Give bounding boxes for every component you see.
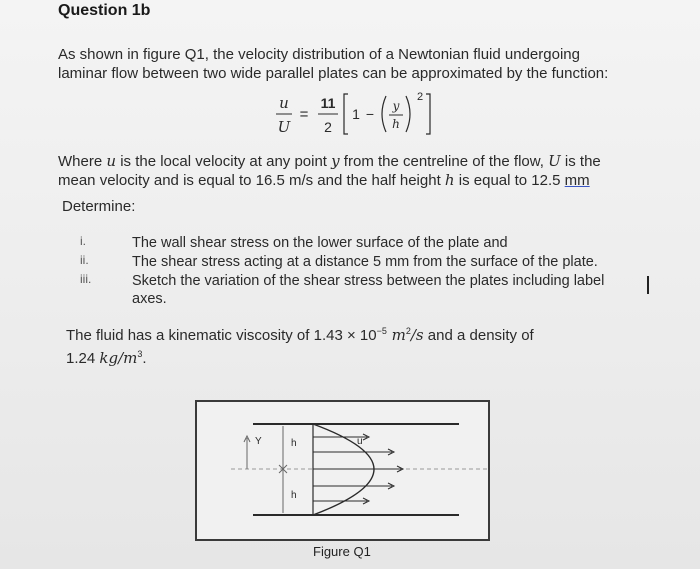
- eq-bracket-left: [344, 94, 348, 134]
- determine-label: Determine:: [62, 198, 136, 215]
- text-cursor: [647, 276, 649, 294]
- eq-power: 2: [416, 91, 424, 103]
- intro-line-2: laminar flow between two wide parallel plates can be approximated by the function:: [58, 65, 609, 82]
- figure-q1-box: [195, 400, 490, 541]
- label-h-bottom: h: [291, 490, 297, 501]
- spellcheck-underlined-unit: mm: [564, 172, 590, 189]
- intro-line-1: As shown in figure Q1, the velocity distribution of a Newtonian fluid undergoing: [58, 46, 580, 63]
- item-number-2: ii.: [80, 253, 89, 267]
- eq-bracket-right: [426, 94, 430, 134]
- fluid-paragraph: [66, 322, 626, 368]
- eq-frac-denominator: h: [392, 117, 400, 131]
- eq-frac-numerator: y: [392, 99, 400, 113]
- item-text-1: The wall shear stress on the lower surface of the plate and: [132, 235, 508, 251]
- eq-one: 1: [352, 106, 360, 122]
- velocity-equation: [270, 88, 440, 140]
- eq-coef-denominator: 2: [324, 119, 332, 135]
- item-text-2: The shear stress acting at a distance 5 mm from the surface of the plate.: [132, 254, 598, 270]
- label-y: Y: [255, 436, 262, 447]
- where-paragraph: [58, 152, 658, 190]
- eq-paren-left: [382, 96, 386, 132]
- where-line-1: Where u is the local velocity at any point y from the centreline of the flow, U is the: [58, 152, 601, 170]
- question-title: Question 1b: [58, 2, 151, 19]
- label-u: u: [357, 436, 363, 447]
- label-h-top: h: [291, 438, 297, 449]
- item-number-3: iii.: [80, 272, 92, 286]
- eq-minus: −: [365, 106, 375, 122]
- intro-paragraph: [58, 45, 658, 83]
- figure-q1-diagram: [197, 402, 488, 539]
- where-line-2: mean velocity and is equal to 16.5 m/s and the half height h is equal to 12.5 mm: [58, 171, 590, 189]
- eq-equals: =: [299, 106, 309, 123]
- eq-lhs-numerator: u: [279, 94, 289, 112]
- eq-coef-numerator: 11: [320, 95, 336, 111]
- fluid-line-2: 1.24 $kg/m^3$.: [66, 349, 147, 367]
- item-text-3-continued: axes.: [132, 291, 167, 307]
- eq-paren-right: [406, 96, 410, 132]
- item-text-3: Sketch the variation of the shear stress between the plates including label: [132, 273, 605, 289]
- fluid-line-1: The fluid has a kinematic viscosity of $1.43 \times 10^{-5}$ $m^2/s$ and a density of: [66, 326, 534, 344]
- eq-lhs-denominator: U: [277, 118, 291, 136]
- item-number-1: i.: [80, 234, 86, 248]
- figure-caption: Figure Q1: [313, 544, 371, 559]
